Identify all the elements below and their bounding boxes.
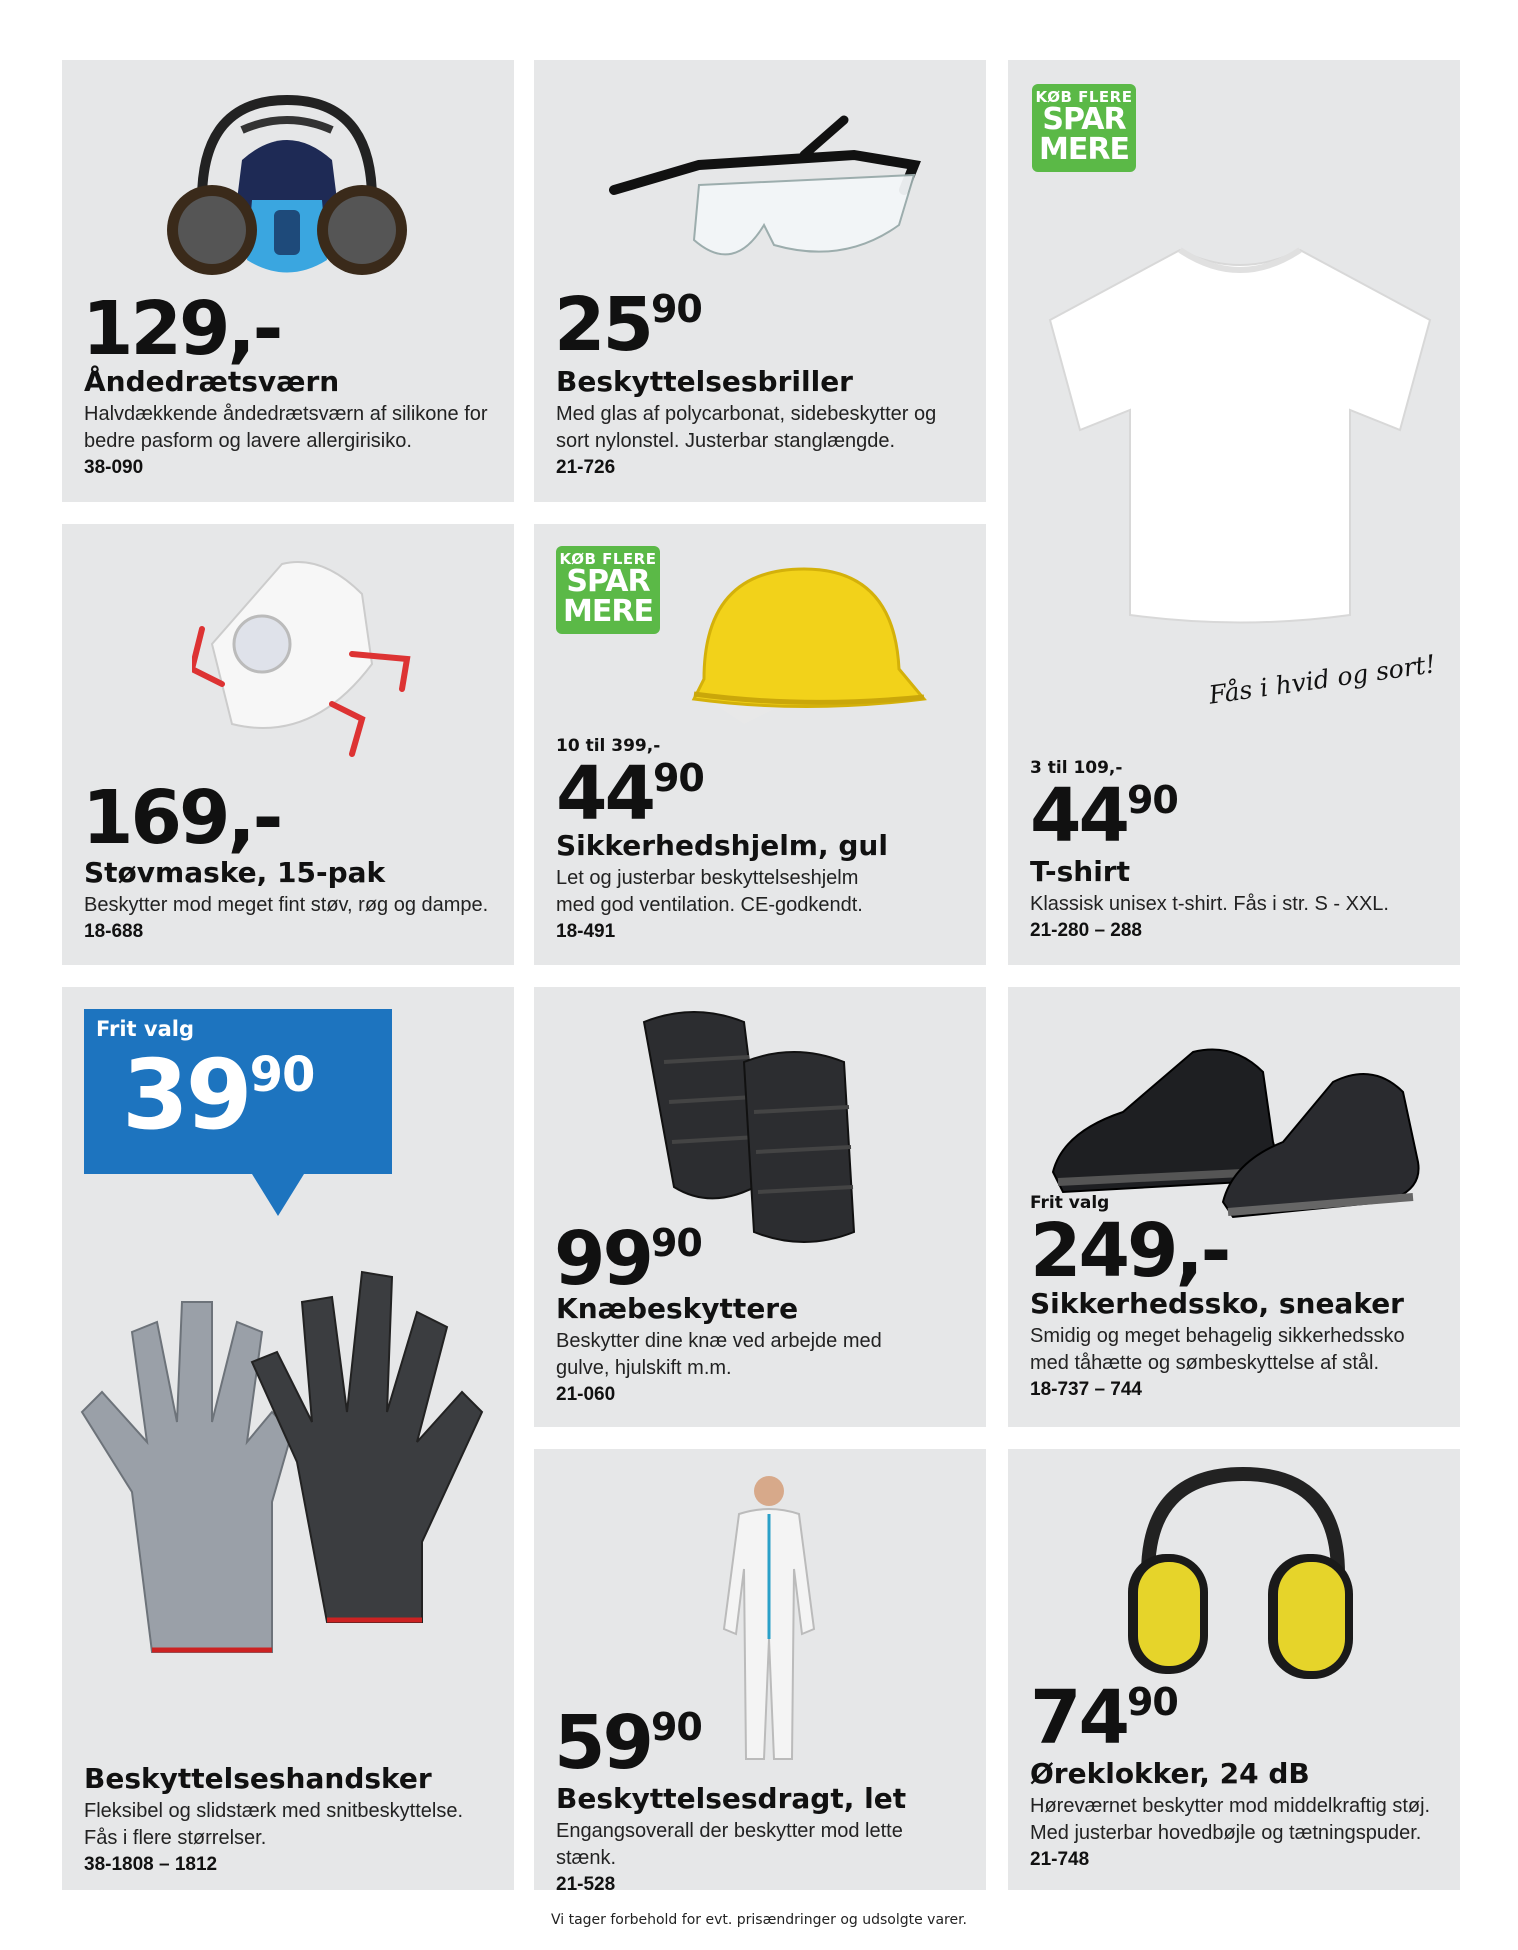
product-card-shoes[interactable] bbox=[1008, 987, 1460, 1427]
product-sku: 18-491 bbox=[556, 921, 616, 942]
product-description: Halvdækkende åndedrætsværn af silikone for bedre pasform og lavere allergirisiko. bbox=[84, 403, 488, 452]
product-sku: 21-528 bbox=[556, 1874, 616, 1890]
spar-mere-badge: KØB FLERE SPAR MERE bbox=[556, 546, 660, 634]
product-sku: 21-748 bbox=[1030, 1849, 1090, 1870]
price-helmet: 10 til 399,- 4490 bbox=[556, 736, 704, 837]
tshirt-icon bbox=[1030, 230, 1450, 630]
safety-glasses-icon bbox=[604, 95, 934, 295]
dust-mask-icon bbox=[192, 544, 422, 764]
safety-shoes-icon bbox=[1043, 1022, 1433, 1222]
product-description: Engangsoverall der beskytter mod lette stænk. bbox=[556, 1820, 903, 1869]
product-title: Sikkerhedshjelm, gul bbox=[556, 829, 888, 862]
product-sku: 21-280 – 288 bbox=[1030, 920, 1142, 941]
offer-bubble: Frit valg 3990 bbox=[84, 1009, 392, 1174]
product-sku: 21-726 bbox=[556, 457, 616, 478]
color-note: Fås i hvid og sort! bbox=[1207, 649, 1438, 710]
hard-hat-icon bbox=[674, 559, 934, 739]
earmuffs-icon bbox=[1118, 1464, 1368, 1694]
knee-pads-icon bbox=[634, 1002, 904, 1252]
product-card-coverall[interactable] bbox=[534, 1449, 986, 1890]
product-title: Beskyttelsesbriller bbox=[556, 365, 853, 398]
product-description: Let og justerbar beskyttelseshjelm med god ventilation. CE-godkendt. bbox=[556, 867, 863, 916]
price-glasses: 2590 bbox=[554, 282, 702, 368]
product-description: Høreværnet beskytter mod middelkraftig støj. Med justerbar hovedbøjle og tætningspuder. bbox=[1030, 1795, 1431, 1844]
product-card-gloves[interactable] bbox=[62, 987, 514, 1890]
product-sku: 18-688 bbox=[84, 921, 144, 942]
product-description: Fleksibel og slidstærk med snitbeskyttelse. Fås i flere størrelser. bbox=[84, 1800, 464, 1849]
product-title: T-shirt bbox=[1030, 855, 1130, 888]
product-description: Smidig og meget behagelig sikkerhedssko med tåhætte og sømbeskyttelse af stål. bbox=[1030, 1325, 1405, 1374]
product-title: Sikkerhedssko, sneaker bbox=[1030, 1287, 1404, 1320]
footer-disclaimer: Vi tager forbehold for evt. prisændringer og udsolgte varer. bbox=[550, 1912, 968, 1928]
product-title: Øreklokker, 24 dB bbox=[1030, 1757, 1310, 1790]
price-earmuffs: 7490 bbox=[1030, 1675, 1178, 1761]
product-card-kneepads[interactable] bbox=[534, 987, 986, 1427]
respirator-icon bbox=[162, 90, 412, 300]
product-title: Åndedrætsværn bbox=[84, 365, 340, 398]
product-title: Beskyttelseshandsker bbox=[84, 1762, 432, 1795]
product-sku: 38-090 bbox=[84, 457, 144, 478]
product-card-earmuffs[interactable] bbox=[1008, 1449, 1460, 1890]
product-description: Med glas af polycarbonat, sidebeskytter og sort nylonstel. Justerbar stanglængde. bbox=[556, 403, 937, 452]
coverall-icon bbox=[714, 1469, 824, 1769]
price-respirator: 129,- bbox=[82, 286, 281, 372]
product-title: Støvmaske, 15-pak bbox=[84, 856, 386, 889]
product-description: Beskytter mod meget fint støv, røg og dampe. bbox=[84, 894, 489, 916]
gloves-icon bbox=[72, 1242, 502, 1682]
product-card-tshirt[interactable] bbox=[1008, 60, 1460, 965]
price-coverall: 5990 bbox=[554, 1700, 702, 1786]
product-sku: 18-737 – 744 bbox=[1030, 1379, 1142, 1400]
product-card-helmet[interactable] bbox=[534, 524, 986, 965]
price-dustmask: 169,- bbox=[82, 775, 281, 861]
product-sku: 21-060 bbox=[556, 1384, 616, 1405]
product-description: Beskytter dine knæ ved arbejde med gulve, hjulskift m.m. bbox=[556, 1330, 882, 1379]
price-shoes: Frit valg 249,- bbox=[1030, 1193, 1229, 1294]
product-title: Beskyttelsesdragt, let bbox=[556, 1782, 907, 1815]
offer-bubble-tail bbox=[252, 1174, 304, 1216]
price-tshirt: 3 til 109,- 4490 bbox=[1030, 758, 1178, 859]
price-kneepads: 9990 bbox=[554, 1216, 702, 1302]
product-title: Knæbeskyttere bbox=[556, 1292, 799, 1325]
spar-mere-badge: KØB FLERE SPAR MERE bbox=[1032, 84, 1136, 172]
product-card-glasses[interactable] bbox=[534, 60, 986, 502]
product-sku: 38-1808 – 1812 bbox=[84, 1854, 218, 1875]
product-card-respirator[interactable] bbox=[62, 60, 514, 502]
product-card-dustmask[interactable] bbox=[62, 524, 514, 965]
product-description: Klassisk unisex t-shirt. Fås i str. S - XXL. bbox=[1030, 893, 1389, 915]
